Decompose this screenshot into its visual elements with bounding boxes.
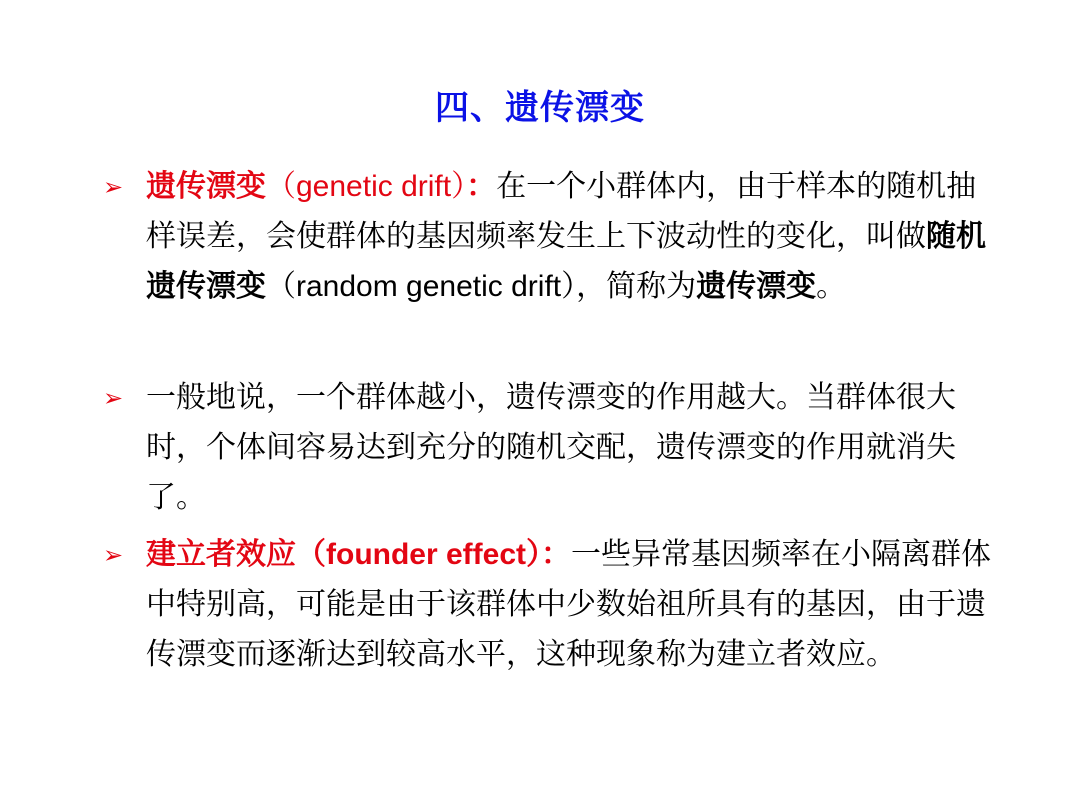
bullet-arrow-icon: ➢ <box>103 173 124 201</box>
paragraph-text: ，简称为 <box>576 269 697 304</box>
paragraph-text: 在一个小群体内，由于样本的随机抽样误差，会使群体的基因频率发生上下波动性的变化，叫做 <box>146 169 977 254</box>
random-drift-en: （random genetic drift） <box>266 270 577 303</box>
term-founder-effect-en: （founder effect） <box>296 538 542 571</box>
bold-term-drift: 遗传漂变 <box>696 269 817 304</box>
paragraph-genetic-drift <box>146 162 1006 312</box>
paragraph-text: 一般地说，一个群体越小，遗传漂变的作用越大。当群体很大时，个体间容易达到充分的随机交配，遗传漂变的作用就消失了。 <box>146 380 956 515</box>
term-genetic-drift: 遗传漂变 <box>146 169 266 204</box>
paragraph-population-size <box>146 373 1006 523</box>
term-colon: ： <box>541 537 572 572</box>
paragraph-end: 。 <box>816 269 847 304</box>
bullet-arrow-icon: ➢ <box>103 541 124 569</box>
slide-title: 四、遗传漂变 <box>435 88 645 128</box>
term-genetic-drift-en: （genetic drift） <box>266 170 467 203</box>
term-colon: ： <box>466 169 497 204</box>
bullet-arrow-icon: ➢ <box>103 384 124 412</box>
paragraph-founder-effect <box>146 530 1006 680</box>
paragraph-text: 一些异常基因频率在小隔离群体中特别高，可能是由于该群体中少数始祖所具有的基因，由于遗传漂变而逐渐达到较高水平，这种现象称为建立者效应。 <box>146 537 992 672</box>
bold-term-random-drift: 随机遗传漂变 <box>146 219 986 304</box>
term-founder-effect: 建立者效应 <box>146 537 296 572</box>
